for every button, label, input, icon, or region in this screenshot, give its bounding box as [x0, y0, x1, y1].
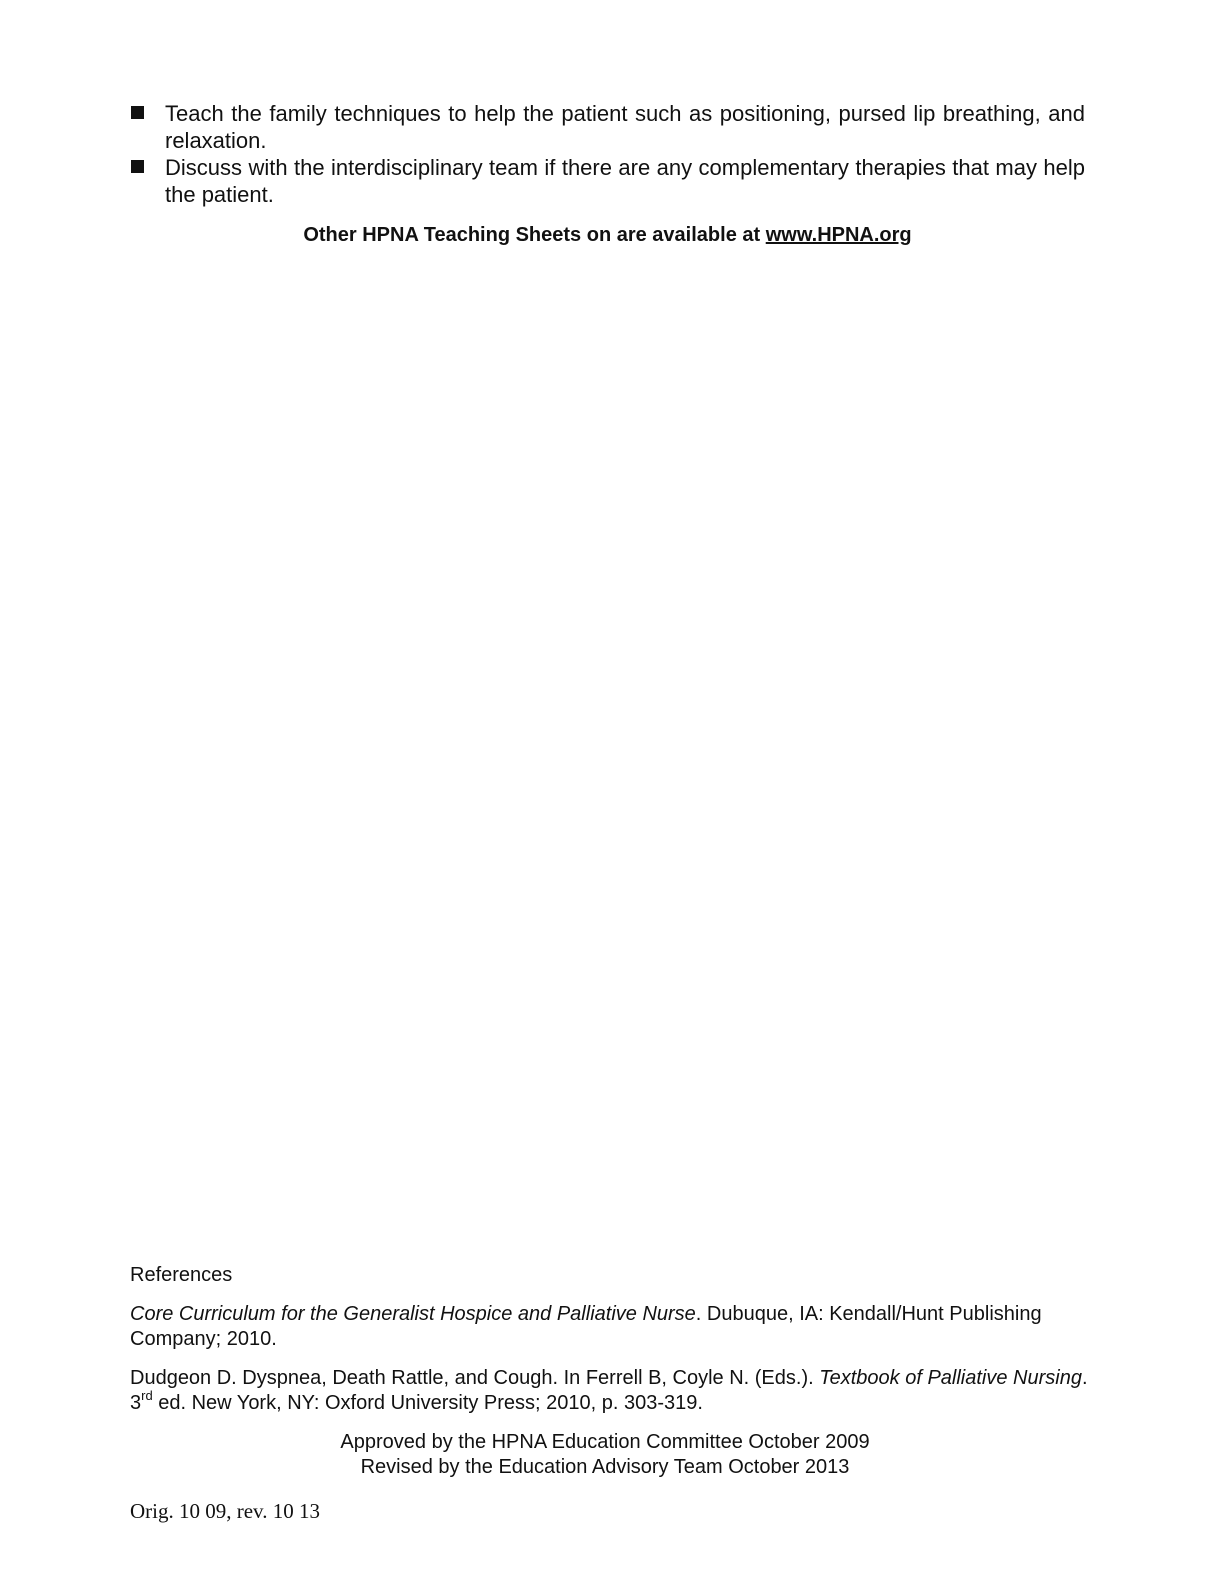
revision-footer: Orig. 10 09, rev. 10 13 — [130, 1499, 320, 1523]
reference-item — [130, 1302, 1090, 1352]
approval-line: Approved by the HPNA Education Committee October 2009 — [340, 1431, 870, 1453]
references-section — [130, 1263, 1090, 1430]
reference-text: . Dubuque, IA: Kendall/Hunt Publishing Company; 2010. — [130, 1303, 1042, 1350]
square-bullet-icon — [131, 160, 144, 173]
revision-line: Revised by the Education Advisory Team October 2013 — [360, 1456, 850, 1478]
bullet-text: Teach the family techniques to help the patient such as positioning, pursed lip breathing, and relaxation. — [165, 101, 1085, 153]
other-sheets-note — [130, 222, 1085, 248]
references-heading: References — [130, 1264, 233, 1286]
reference-lead: Dudgeon D. Dyspnea, Death Rattle, and Cough. In Ferrell B, Coyle N. (Eds.). — [130, 1367, 820, 1389]
reference-text: ed. New York, NY: Oxford University Press; 2010, p. 303-319. — [152, 1392, 703, 1414]
reference-edition: . 3 — [130, 1367, 1088, 1414]
reference-title: Core Curriculum for the Generalist Hospice and Palliative Nurse — [130, 1303, 696, 1325]
hpna-website-link[interactable]: www.HPNA.org — [765, 224, 912, 246]
approval-block — [130, 1430, 1080, 1480]
bullet-list — [130, 100, 1085, 208]
square-bullet-icon — [131, 106, 144, 119]
bullet-item — [130, 154, 1085, 208]
bullet-item — [130, 100, 1085, 154]
other-sheets-text: Other HPNA Teaching Sheets on are available at — [303, 224, 766, 246]
reference-title: Textbook of Palliative Nursing — [819, 1367, 1082, 1389]
reference-item — [130, 1366, 1090, 1416]
bullet-text: Discuss with the interdisciplinary team if there are any complementary therapies that may help the patient. — [165, 155, 1085, 207]
reference-superscript: rd — [141, 1388, 153, 1404]
